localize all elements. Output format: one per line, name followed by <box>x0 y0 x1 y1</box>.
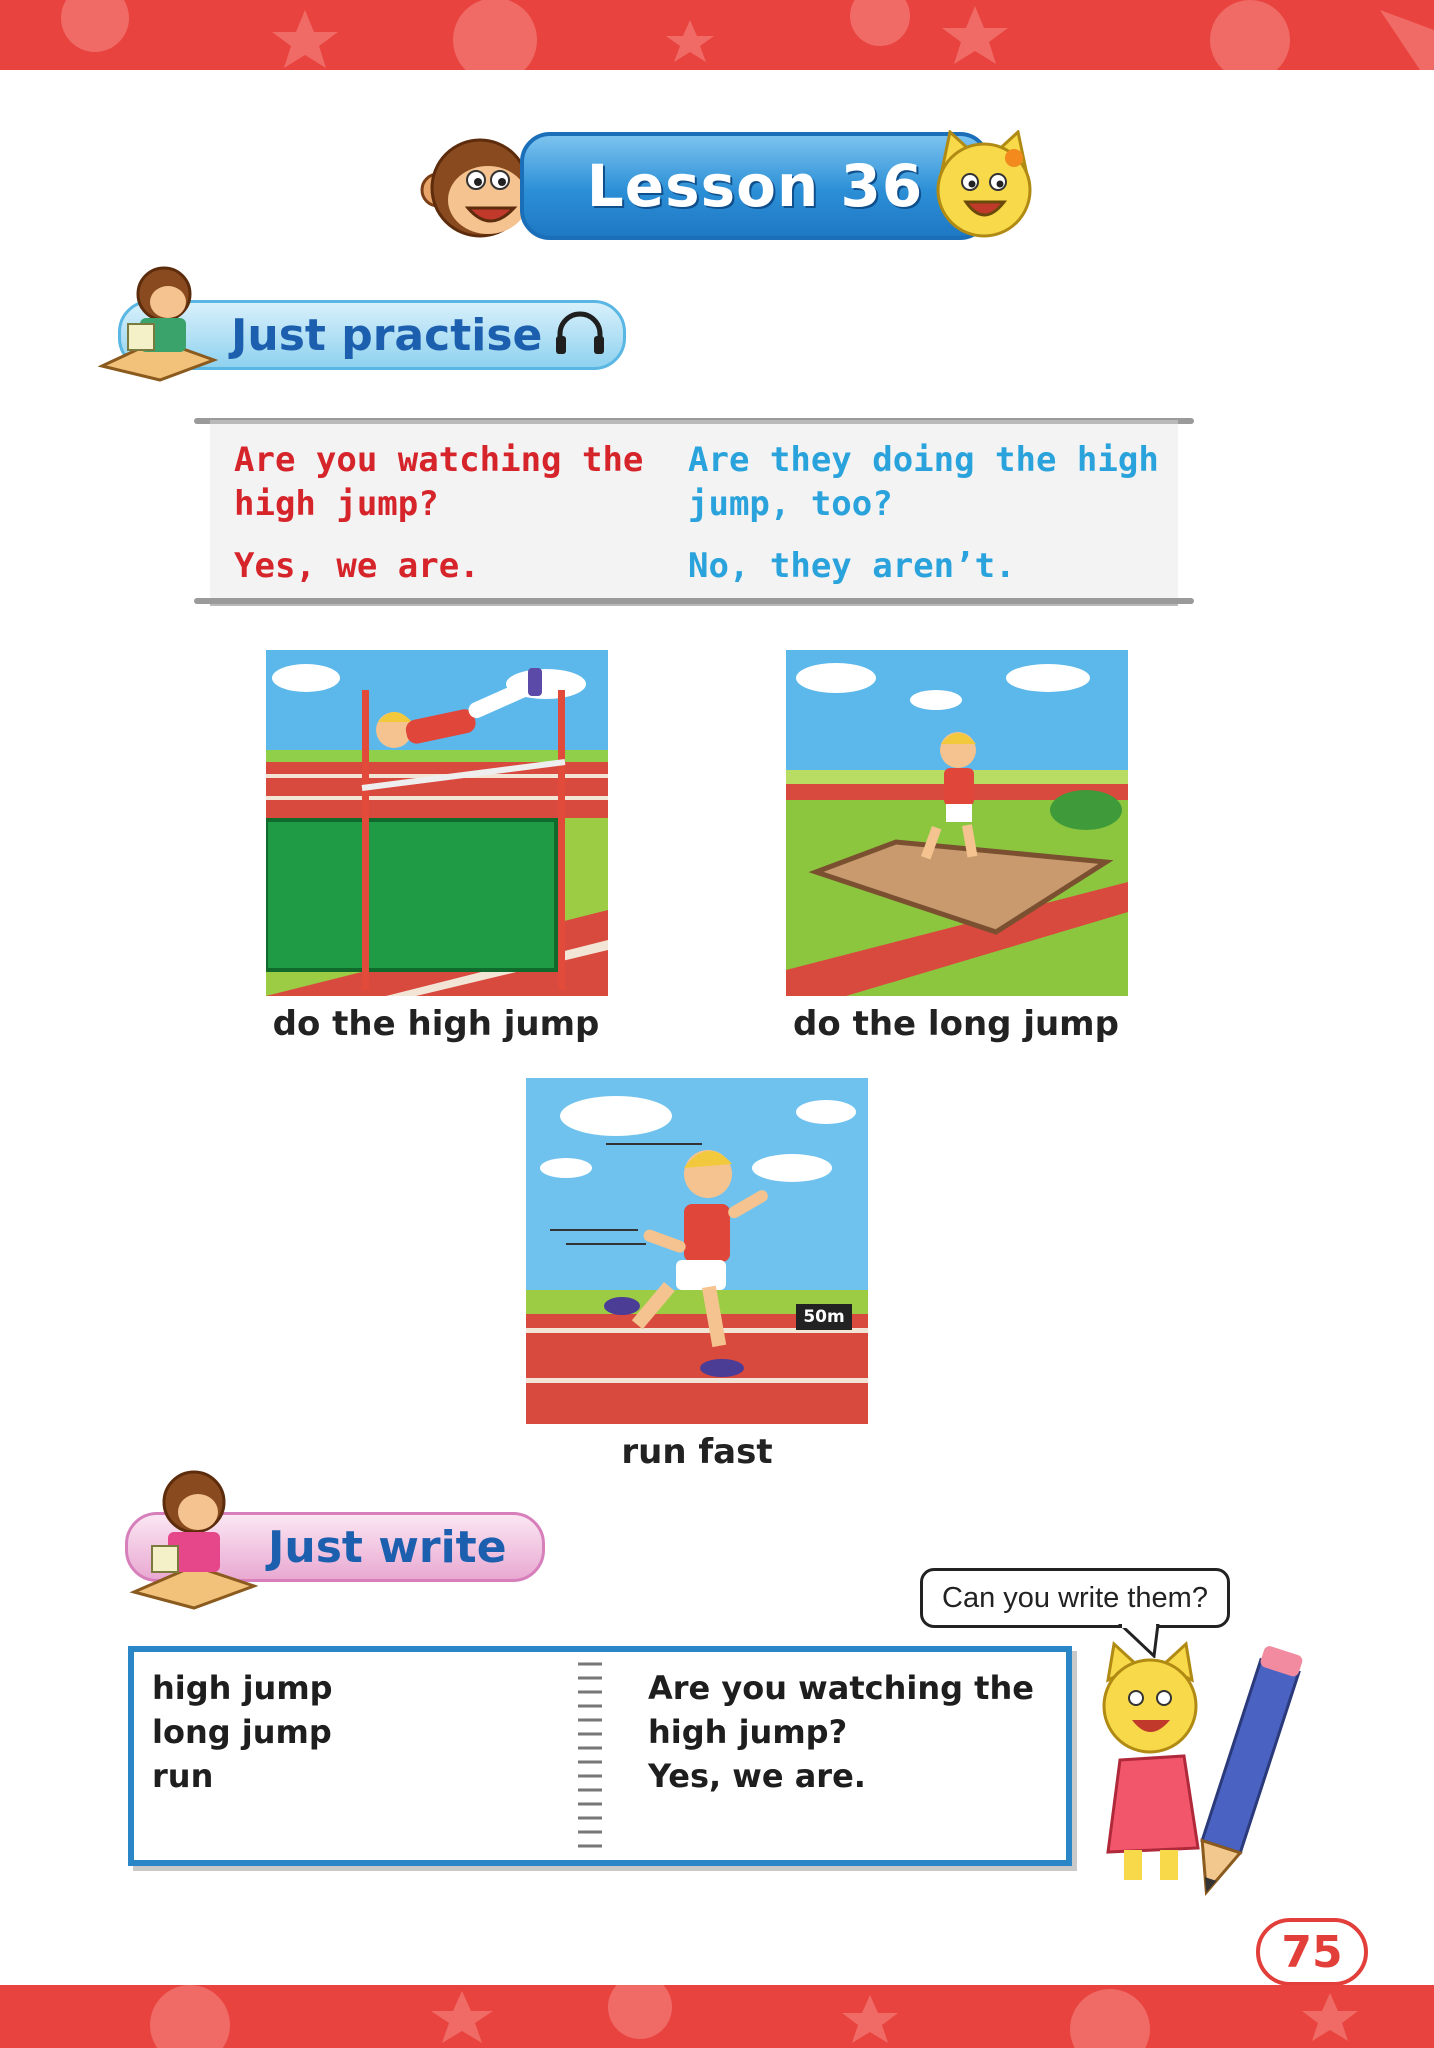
monkey-reading-icon <box>98 262 218 386</box>
notebook-sentence: Yes, we are. <box>648 1757 866 1795</box>
run-fast-picture <box>526 1078 868 1424</box>
dialogue-right-question-line2: jump, too? <box>688 484 893 524</box>
just-practise-label: Just practise <box>231 309 543 361</box>
just-write-label: Just write <box>268 1521 507 1573</box>
high-jump-caption: do the high jump <box>272 1004 600 1044</box>
dialogue-left-question-line2: high jump? <box>234 484 439 524</box>
long-jump-picture <box>786 650 1128 996</box>
monkey-writing-icon <box>128 1462 258 1616</box>
lesson-title-banner <box>520 132 990 240</box>
scroll-bottom-rod <box>194 598 1194 604</box>
dialogue-scroll <box>210 420 1178 606</box>
dialogue-left-answer: Yes, we are. <box>234 546 480 586</box>
speech-bubble: Can you write them? <box>920 1568 1230 1628</box>
writing-notebook <box>128 1646 1072 1866</box>
lesson-title: Lesson 36 <box>586 152 924 220</box>
notebook-word: long jump <box>152 1713 332 1751</box>
dialogue-right <box>688 438 1159 588</box>
dialogue-left-question-line1: Are you watching the <box>234 440 644 480</box>
page-number: 75 <box>1281 1926 1343 1978</box>
notebook-sentence: Are you watching the <box>648 1669 1034 1707</box>
dialogue-right-answer: No, they aren’t. <box>688 546 1016 586</box>
notebook-word-list <box>152 1666 333 1798</box>
dialogue-right-question-line1: Are they doing the high <box>688 440 1159 480</box>
notebook-word: run <box>152 1757 214 1795</box>
cat-with-pencil-icon <box>1094 1640 1324 1914</box>
notebook-spiral <box>578 1656 602 1858</box>
notebook-sentences <box>648 1666 1034 1798</box>
page-number-badge <box>1256 1918 1368 1986</box>
notebook-word: high jump <box>152 1669 333 1707</box>
run-fast-caption: run fast <box>621 1432 773 1472</box>
notebook-sentence: high jump? <box>648 1713 848 1751</box>
high-jump-picture <box>266 650 608 996</box>
long-jump-caption: do the long jump <box>793 1004 1119 1044</box>
headphones-icon <box>552 310 608 360</box>
top-decorative-band <box>0 0 1434 70</box>
bottom-decorative-band <box>0 1985 1434 2048</box>
cat-mascot-icon <box>928 130 1040 244</box>
dialogue-left <box>234 438 643 588</box>
distance-sign: 50m <box>803 1307 845 1327</box>
